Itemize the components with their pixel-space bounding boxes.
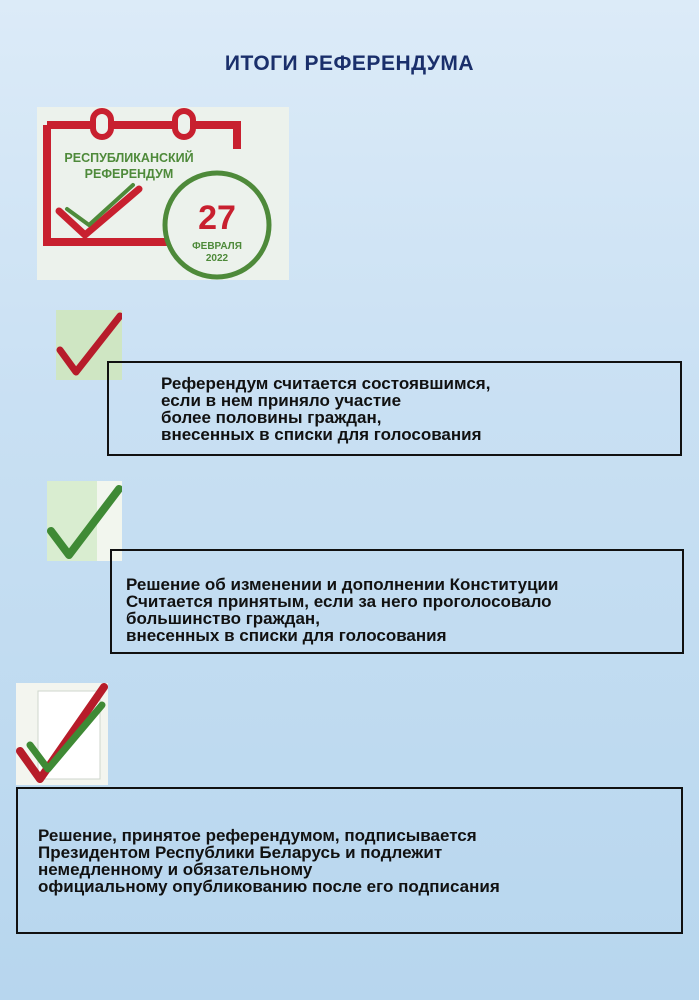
text-line: немедленному и обязательному (38, 860, 313, 879)
referendum-logo (37, 107, 289, 280)
condition-box-signing (16, 787, 683, 934)
text-line: официальному опубликованию после его подписания (38, 877, 500, 896)
text-line: внесенных в списки для голосования (161, 425, 482, 444)
text-line: Президентом Республики Беларусь и подлежит (38, 843, 443, 862)
text-line: Считается принятым, если за него проголосовало (126, 592, 552, 611)
text-line: внесенных в списки для голосования (126, 626, 447, 645)
text-line: если в нем приняло участие (161, 391, 402, 410)
text-line: большинство граждан, (126, 609, 320, 628)
logo-line2: РЕФЕРЕНДУМ (84, 167, 174, 181)
page-title: ИТОГИ РЕФЕРЕНДУМА (224, 52, 475, 75)
logo-day: 27 (198, 199, 236, 237)
logo-line1: РЕСПУБЛИКАНСКИЙ (64, 151, 194, 165)
text-line: Решение, принятое референдумом, подписывается (38, 826, 477, 845)
text-line: более половины граждан, (161, 408, 382, 427)
condition-box-valid-referendum (107, 361, 682, 456)
double-checkmark-icon (16, 683, 108, 785)
text-line: Решение об изменении и дополнении Конституции (126, 575, 559, 594)
logo-month: ФЕВРАЛЯ (192, 241, 242, 252)
logo-year: 2022 (205, 253, 229, 264)
text-line: Референдум считается состоявшимся, (161, 374, 491, 393)
condition-box-constitution (110, 549, 684, 654)
